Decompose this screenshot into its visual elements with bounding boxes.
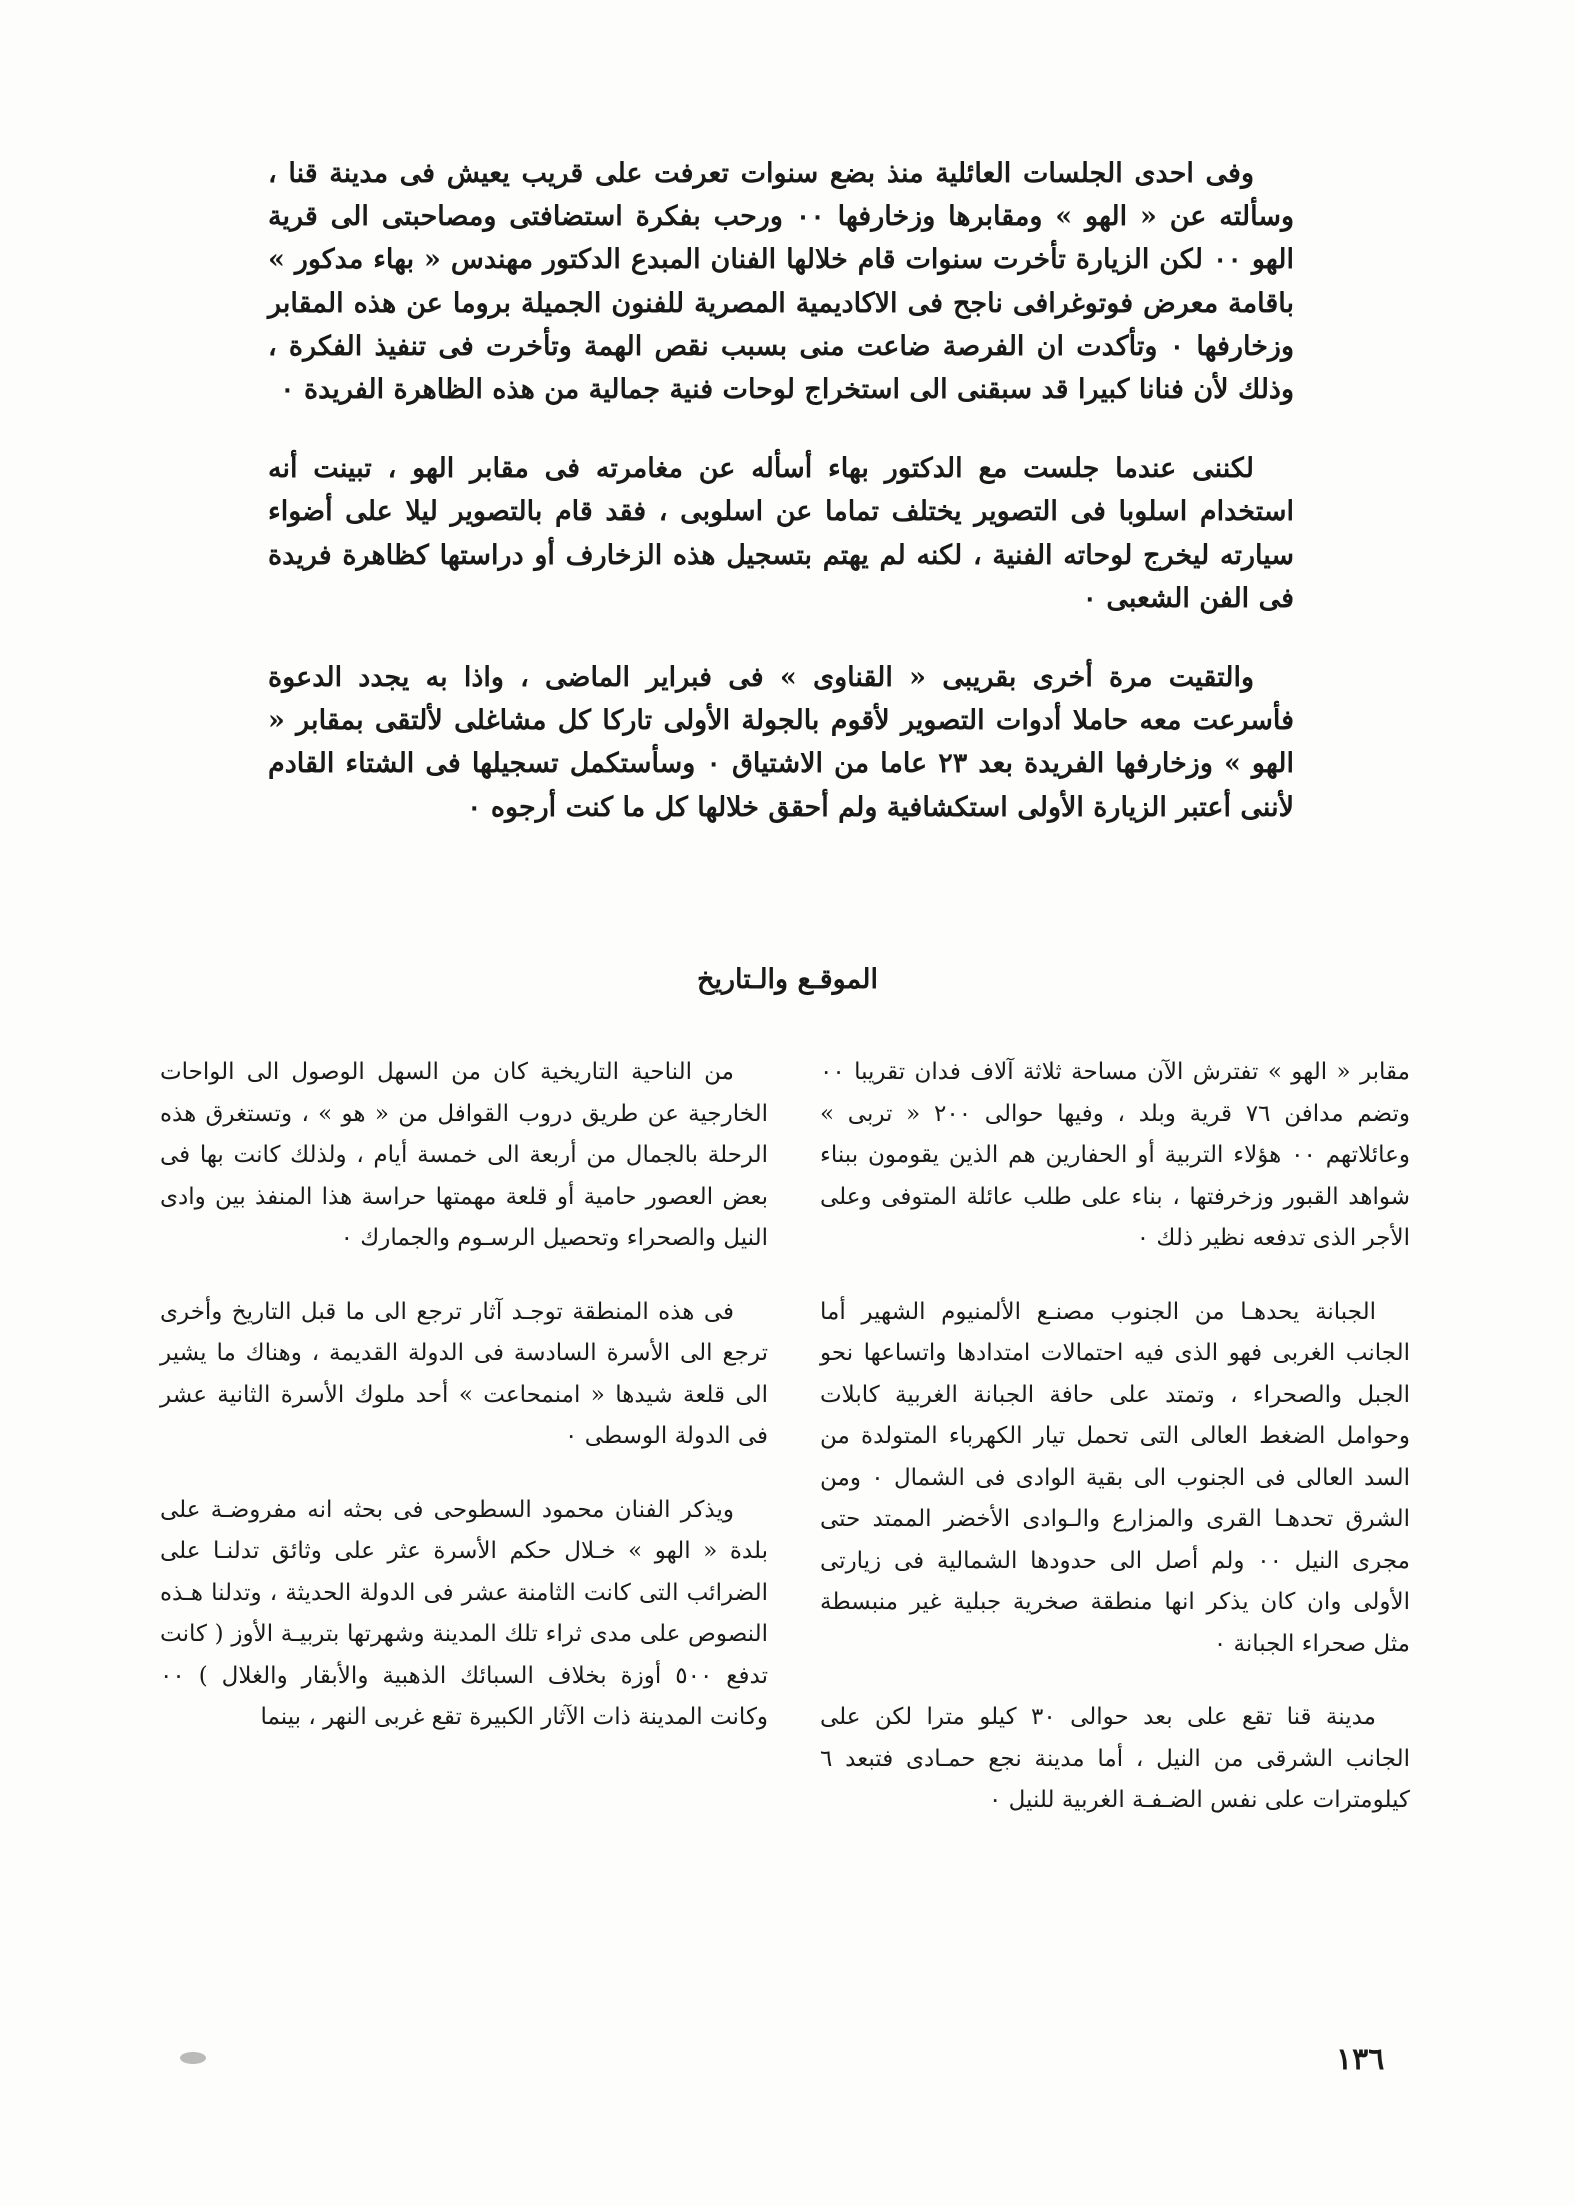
intro-text-block	[268, 152, 1294, 865]
right-column-paragraph-3: مدينة قنا تقع على بعد حوالى ٣٠ كيلو مترا لكن على الجانب الشرقى من النيل ، أما مدينة نجع حمـادى فتبعد ٦ كيلومترات على نفس الضـفـة الغربية للنيل ٠	[820, 1704, 1410, 1813]
intro-paragraph-2: لكننى عندما جلست مع الدكتور بهاء أسأله عن مغامرته فى مقابر الهو ، تبينت أنه استخدام اسلوبا فى التصوير يختلف تماما عن اسلوبى ، فقد قام بالتصوير ليلا على أضواء سيارته ليخرج لوحاته الفنية ، لكنه لم يهتم بتسجيل هذه الزخارف أو دراستها كظاهرة فريدة فى الفن الشعبى ٠	[268, 453, 1294, 614]
right-column-paragraph-1: مقابر « الهو » تفترش الآن مساحة ثلاثة آلاف فدان تقريبا ٠٠ وتضم مدافن ٧٦ قرية وبلد ، وفيها حوالى ٢٠٠ « تربى » وعائلاتهم ٠٠ هؤلاء التربية أو الحفارين هم الذين يقومون ببناء شواهد القبور وزخرفتها ، بناء على طلب عائلة المتوفى وعلى الأجر الذى تدفعه نظير ذلك ٠	[820, 1059, 1410, 1251]
page-number: ١٣٦	[1336, 2042, 1385, 2077]
section-heading: الموقـع والـتاريخ	[697, 964, 878, 995]
intro-paragraph-1: وفى احدى الجلسات العائلية منذ بضع سنوات تعرفت على قريب يعيش فى مدينة قنا ، وسألته عن « الهو » ومقابرها وزخارفها ٠٠ ورحب بفكرة استضافتى ومصاحبتى الى قرية الهو ٠٠ لكن الزيارة تأخرت سنوات قام خلالها الفنان المبدع الدكتور مهندس « بهاء مدكور » باقامة معرض فوتوغرافى ناجح فى الاكاديمية المصرية للفنون الجميلة بروما عن هذه المقابر وزخارفها ٠ وتأكدت ان الفرصة ضاعت منى بسبب نقص الهمة وتأخرت فى تنفيذ الفكرة ، وذلك لأن فنانا كبيرا قد سبقنى الى استخراج لوحات فنية جمالية من هذه الظاهرة الفريدة ٠	[268, 158, 1294, 406]
left-column-paragraph-1: من الناحية التاريخية كان من السهل الوصول الى الواحات الخارجية عن طريق دروب القوافل من « هو » ، وتستغرق هذه الرحلة بالجمال من أربعة الى خمسة أيام ، ولذلك كانت بها فى بعض العصور حامية أو قلعة مهمتها حراسة هذا المنفذ بين وادى النيل والصحراء وتحصيل الرسـوم والجمارك ٠	[160, 1059, 768, 1251]
ink-smudge	[180, 2052, 206, 2064]
left-column-paragraph-3: ويذكر الفنان محمود السطوحى فى بحثه انه مفروضـة على بلدة « الهو » خـلال حكم الأسرة عثر على وثائق تدلنـا على الضرائب التى كانت الثامنة عشر فى الدولة الحديثة ، وتدلنا هـذه النصوص على مدى ثراء تلك المدينة وشهرتها بتربيـة الأوز ( كانت تدفع ٥٠٠ أوزة بخلاف السبائك الذهبية والأبقار والغلال ) ٠٠ وكانت المدينة ذات الآثار الكبيرة تقع غربى النهر ، بينما	[160, 1496, 768, 1730]
left-column-paragraph-2: فى هذه المنطقة توجـد آثار ترجع الى ما قبل التاريخ وأخرى ترجع الى الأسرة السادسة فى الدولة القديمة ، وهناك ما يشير الى قلعة شيدها « امنمحاعت » أحد ملوك الأسرة الثانية عشر فى الدولة الوسطى ٠	[160, 1298, 768, 1449]
right-column-paragraph-2: الجبانة يحدهـا من الجنوب مصنـع الألمنيوم الشهير أما الجانب الغربى فهو الذى فيه احتمالات امتدادها واتساعها نحو الجبل والصحراء ، وتمتد على حافة الجبانة الغربية كابلات وحوامل الضغط العالى التى تحمل تيار الكهرباء المتولدة من السد العالى فى الجنوب الى بقية الوادى فى الشمال ٠ ومن الشرق تحدهـا القرى والمزارع والـوادى الأخضر الممتد حتى مجرى النيل ٠٠ ولم أصل الى حدودها الشمالية فى زيارتى الأولى وان كان يذكر انها منطقة صخرية جبلية غير منبسطة مثل صحراء الجبانة ٠	[820, 1298, 1410, 1657]
right-column	[820, 1052, 1410, 1854]
left-column	[160, 1052, 768, 1771]
intro-paragraph-3: والتقيت مرة أخرى بقريبى « القناوى » فى فبراير الماضى ، واذا به يجدد الدعوة فأسرعت معه حاملا أدوات التصوير لأقوم بالجولة الأولى تاركا كل مشاغلى لألتقى بمقابر « الهو » وزخارفها الفريدة بعد ٢٣ عاما من الاشتياق ٠ وسأستكمل تسجيلها فى الشتاء القادم لأننى أعتبر الزيارة الأولى استكشافية ولم أحقق خلالها كل ما كنت أرجوه ٠	[268, 662, 1295, 823]
